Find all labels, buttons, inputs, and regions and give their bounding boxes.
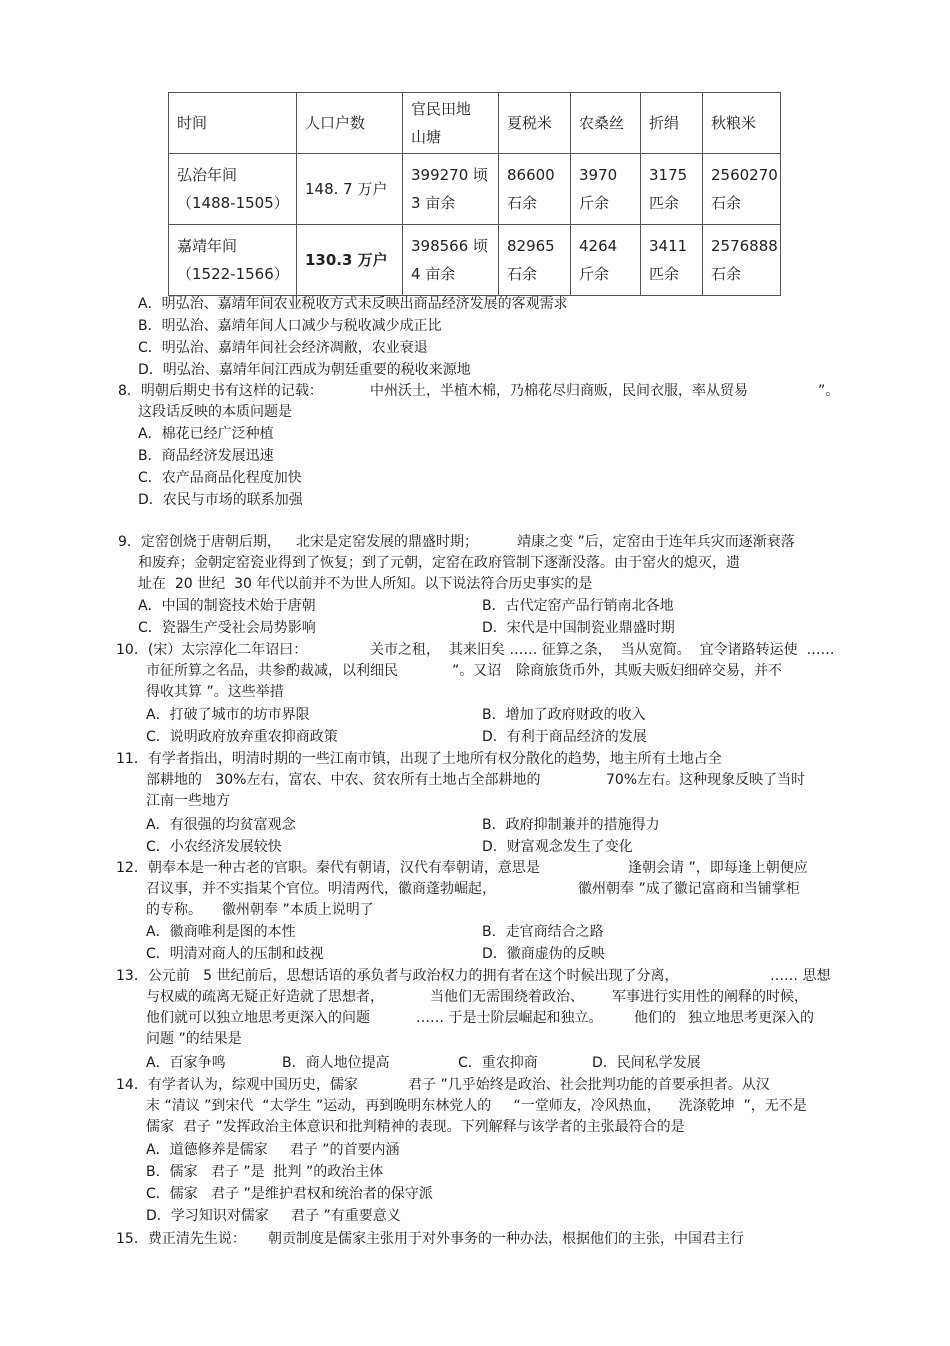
autumn-grain-cell: 2576888 石余 bbox=[703, 225, 781, 296]
q10-stem: 10．(宋）太宗淳化二年诏曰： bbox=[116, 642, 308, 658]
q9-option-a: A．中国的制瓷技术始于唐朝 bbox=[138, 598, 316, 614]
q11-option-d: D．财富观念发生了变化 bbox=[482, 839, 633, 855]
summer-tax-cell: 86600 石余 bbox=[499, 154, 571, 225]
q12-option-b: B．走官商结合之路 bbox=[482, 924, 604, 940]
q11-option-a: A．有很强的均贫富观念 bbox=[146, 817, 296, 833]
q13-line-4: 问题 ”的结果是 bbox=[146, 1031, 242, 1047]
q10-option-b: B．增加了政府财政的收入 bbox=[482, 707, 646, 723]
q13-line-3c: 他们的 bbox=[634, 1010, 676, 1026]
q10-line-2c: 除商旅货币外，其贩夫贩妇细碎交易，并不 bbox=[516, 663, 782, 679]
q8-option-a: A．棉花已经广泛种植 bbox=[138, 426, 274, 442]
q8-stem: 8．明朝后期史书有这样的记载： bbox=[118, 383, 323, 399]
q11-line-2: 部耕地的 30%左右，富农、中农、贫农所有土地占全部耕地的 bbox=[146, 772, 541, 788]
juan-cell: 3411 匹余 bbox=[641, 225, 703, 296]
q9-stem: 9．定窑创烧于唐朝后期， bbox=[118, 534, 281, 550]
q8-question: 这段话反映的本质问题是 bbox=[138, 404, 292, 420]
q12-line-3: 的专称。 bbox=[146, 902, 202, 918]
q11-line-3: 江南一些地方 bbox=[146, 793, 230, 809]
land-cell: 399270 顷 3 亩余 bbox=[403, 154, 499, 225]
header-silk: 农桑丝 bbox=[571, 93, 641, 154]
q7-option-b: B．明弘治、嘉靖年间人口减少与税收减少成正比 bbox=[138, 318, 442, 334]
juan-cell: 3175 匹余 bbox=[641, 154, 703, 225]
summer-tax-cell: 82965 石余 bbox=[499, 225, 571, 296]
households-cell: 148. 7 万户 bbox=[297, 154, 403, 225]
q11-stem: 11．有学者指出，明清时期的一些江南市镇，出现了土地所有权分散化的趋势，地主所有土地占全 bbox=[116, 751, 722, 767]
table-row bbox=[169, 154, 781, 225]
tax-statistics-table bbox=[168, 92, 781, 296]
q11-option-c: C．小农经济发展较快 bbox=[146, 839, 282, 855]
q14-option-a: A．道德修养是儒家 君子 ”的首要内涵 bbox=[146, 1142, 400, 1158]
land-cell: 398566 顷 4 亩余 bbox=[403, 225, 499, 296]
autumn-grain-cell: 2560270 石余 bbox=[703, 154, 781, 225]
q10-option-a: A．打破了城市的坊市界限 bbox=[146, 707, 310, 723]
q13-line-2: 与权威的疏离无疑正好造就了思想者， bbox=[146, 989, 384, 1005]
q8-option-c: C．农产品商品化程度加快 bbox=[138, 470, 302, 486]
q14-option-b: B．儒家 君子 ”是 批判 ”的政治主体 bbox=[146, 1164, 384, 1180]
q15-quote: 朝贡制度是儒家主张用于对外事务的一种办法，根据他们的主张，中国君主行 bbox=[268, 1231, 744, 1247]
q12-option-a: A．徽商唯利是图的本性 bbox=[146, 924, 296, 940]
header-households: 人口户数 bbox=[297, 93, 403, 154]
q12-line-2b: 徽州朝奉 ”成了徽记富商和当铺掌柜 bbox=[578, 881, 800, 897]
q8-option-d: D．农民与市场的联系加强 bbox=[138, 492, 303, 508]
q7-option-d: D．明弘治、嘉靖年间江西成为朝廷重要的税收来源地 bbox=[138, 362, 471, 378]
q13-option-a: A．百家争鸣 bbox=[146, 1055, 226, 1071]
q14-stem: 14．有学者认为，综观中国历史，儒家 bbox=[116, 1077, 358, 1093]
header-juan: 折绢 bbox=[641, 93, 703, 154]
q13-option-b: B．商人地位提高 bbox=[282, 1055, 390, 1071]
q14-option-c: C．儒家 君子 ”是维护君权和统治者的保守派 bbox=[146, 1186, 433, 1202]
q11-line-2b: 70%左右。这种现象反映了当时 bbox=[606, 772, 806, 788]
q8-option-b: B．商品经济发展迅速 bbox=[138, 448, 274, 464]
q10-line-2: 市征所算之名品，共参酌裁减，以利细民 bbox=[146, 663, 398, 679]
header-summer-tax: 夏税米 bbox=[499, 93, 571, 154]
q12-option-d: D．徽商虚伪的反映 bbox=[482, 946, 605, 962]
q12-option-c: C．明清对商人的压制和歧视 bbox=[146, 946, 324, 962]
q10-line-3: 得收其算 ”。这些举措 bbox=[146, 684, 284, 700]
q13-line-3d: 独立地思考更深入的 bbox=[688, 1010, 814, 1026]
households-cell: 130.3 万户 bbox=[297, 225, 403, 296]
q13-line-2b: 当他们无需围绕着政治、 bbox=[430, 989, 584, 1005]
q10-quote: 关市之租， 其来旧矣 …… 征算之条， 当从宽简。 宜令诸路转运使 …… bbox=[370, 642, 835, 658]
q13-line-2c: 军事进行实用性的阐释的时候， bbox=[612, 989, 808, 1005]
q10-option-c: C．说明政府放弃重农抑商政策 bbox=[146, 729, 338, 745]
header-autumn-grain: 秋粮米 bbox=[703, 93, 781, 154]
q9-stem-2: 北宋是定窑发展的鼎盛时期； bbox=[296, 534, 478, 550]
q9-line-2: 和废弃；金朝定窑瓷业得到了恢复；到了元朝，定窑在政府管制下逐渐没落。由于窑火的熄灭，遗 bbox=[138, 555, 740, 571]
q10-line-2b: ”。又诏 bbox=[452, 663, 502, 679]
q12-stem-2: 逢朝会请 ”，即每逢上朝便应 bbox=[628, 860, 808, 876]
q10-option-d: D．有利于商品经济的发展 bbox=[482, 729, 647, 745]
q12-stem: 12．朝奉本是一种古老的官职。秦代有朝请，汉代有奉朝请，意思是 bbox=[116, 860, 540, 876]
q13-stem: 13．公元前 5 世纪前后，思想话语的承负者与政治权力的拥有者在这个时候出现了分离， bbox=[116, 968, 679, 984]
q9-line-3: 址在 20 世纪 30 年代以前并不为世人所知。以下说法符合历史事实的是 bbox=[138, 576, 593, 592]
q8-quote-end: ”。 bbox=[818, 383, 840, 399]
q11-option-b: B．政府抑制兼并的措施得力 bbox=[482, 817, 660, 833]
q9-option-c: C．瓷器生产受社会局势影响 bbox=[138, 620, 316, 636]
q13-line-3b: …… 于是士阶层崛起和独立。 bbox=[416, 1010, 603, 1026]
q13-line-3: 他们就可以独立地思考更深入的问题 bbox=[146, 1010, 370, 1026]
q12-line-2: 召议事，并不实指某个官位。明清两代，徽商蓬勃崛起， bbox=[146, 881, 496, 897]
q13-option-d: D．民间私学发展 bbox=[592, 1055, 701, 1071]
q13-option-c: C．重农抑商 bbox=[458, 1055, 538, 1071]
q14-stem-2: 君子 ”几乎始终是政治、社会批判功能的首要承担者。从汉 bbox=[408, 1077, 770, 1093]
q14-line-2: 末 “清议 ”到宋代 “太学生 ”运动，再到晚明东林党人的 “一堂师友，冷风热血， 洗涤乾坤 ”，无不是 bbox=[146, 1098, 807, 1114]
q14-option-d: D．学习知识对儒家 君子 ”有重要意义 bbox=[146, 1208, 401, 1224]
q8-quote: 中州沃土，半植木棉，乃棉花尽归商贩，民间衣服，率从贸易 bbox=[370, 383, 748, 399]
q9-stem-3: 靖康之变 ”后，定窑由于连年兵灾而逐渐衰落 bbox=[517, 534, 795, 550]
header-time: 时间 bbox=[169, 93, 297, 154]
q15-stem: 15．费正清先生说： bbox=[116, 1231, 246, 1247]
q7-option-c: C．明弘治、嘉靖年间社会经济凋敝，农业衰退 bbox=[138, 340, 428, 356]
q9-option-d: D．宋代是中国制瓷业鼎盛时期 bbox=[482, 620, 675, 636]
period-cell: 嘉靖年间 （1522-1566） bbox=[169, 225, 297, 296]
header-land: 官民田地 山塘 bbox=[403, 93, 499, 154]
q14-line-3: 儒家 君子 ”发挥政治主体意识和批判精神的表现。下列解释与该学者的主张最符合的是 bbox=[146, 1119, 685, 1135]
table-row bbox=[169, 225, 781, 296]
silk-cell: 4264 斤余 bbox=[571, 225, 641, 296]
q13-stem-2: …… 思想 bbox=[770, 968, 831, 984]
silk-cell: 3970 斤余 bbox=[571, 154, 641, 225]
q12-line-3b: 徽州朝奉 ”本质上说明了 bbox=[222, 902, 374, 918]
q7-option-a: A．明弘治、嘉靖年间农业税收方式未反映出商品经济发展的客观需求 bbox=[138, 296, 568, 312]
q9-option-b: B．古代定窑产品行销南北各地 bbox=[482, 598, 674, 614]
table-header-row bbox=[169, 93, 781, 154]
period-cell: 弘治年间 （1488-1505） bbox=[169, 154, 297, 225]
